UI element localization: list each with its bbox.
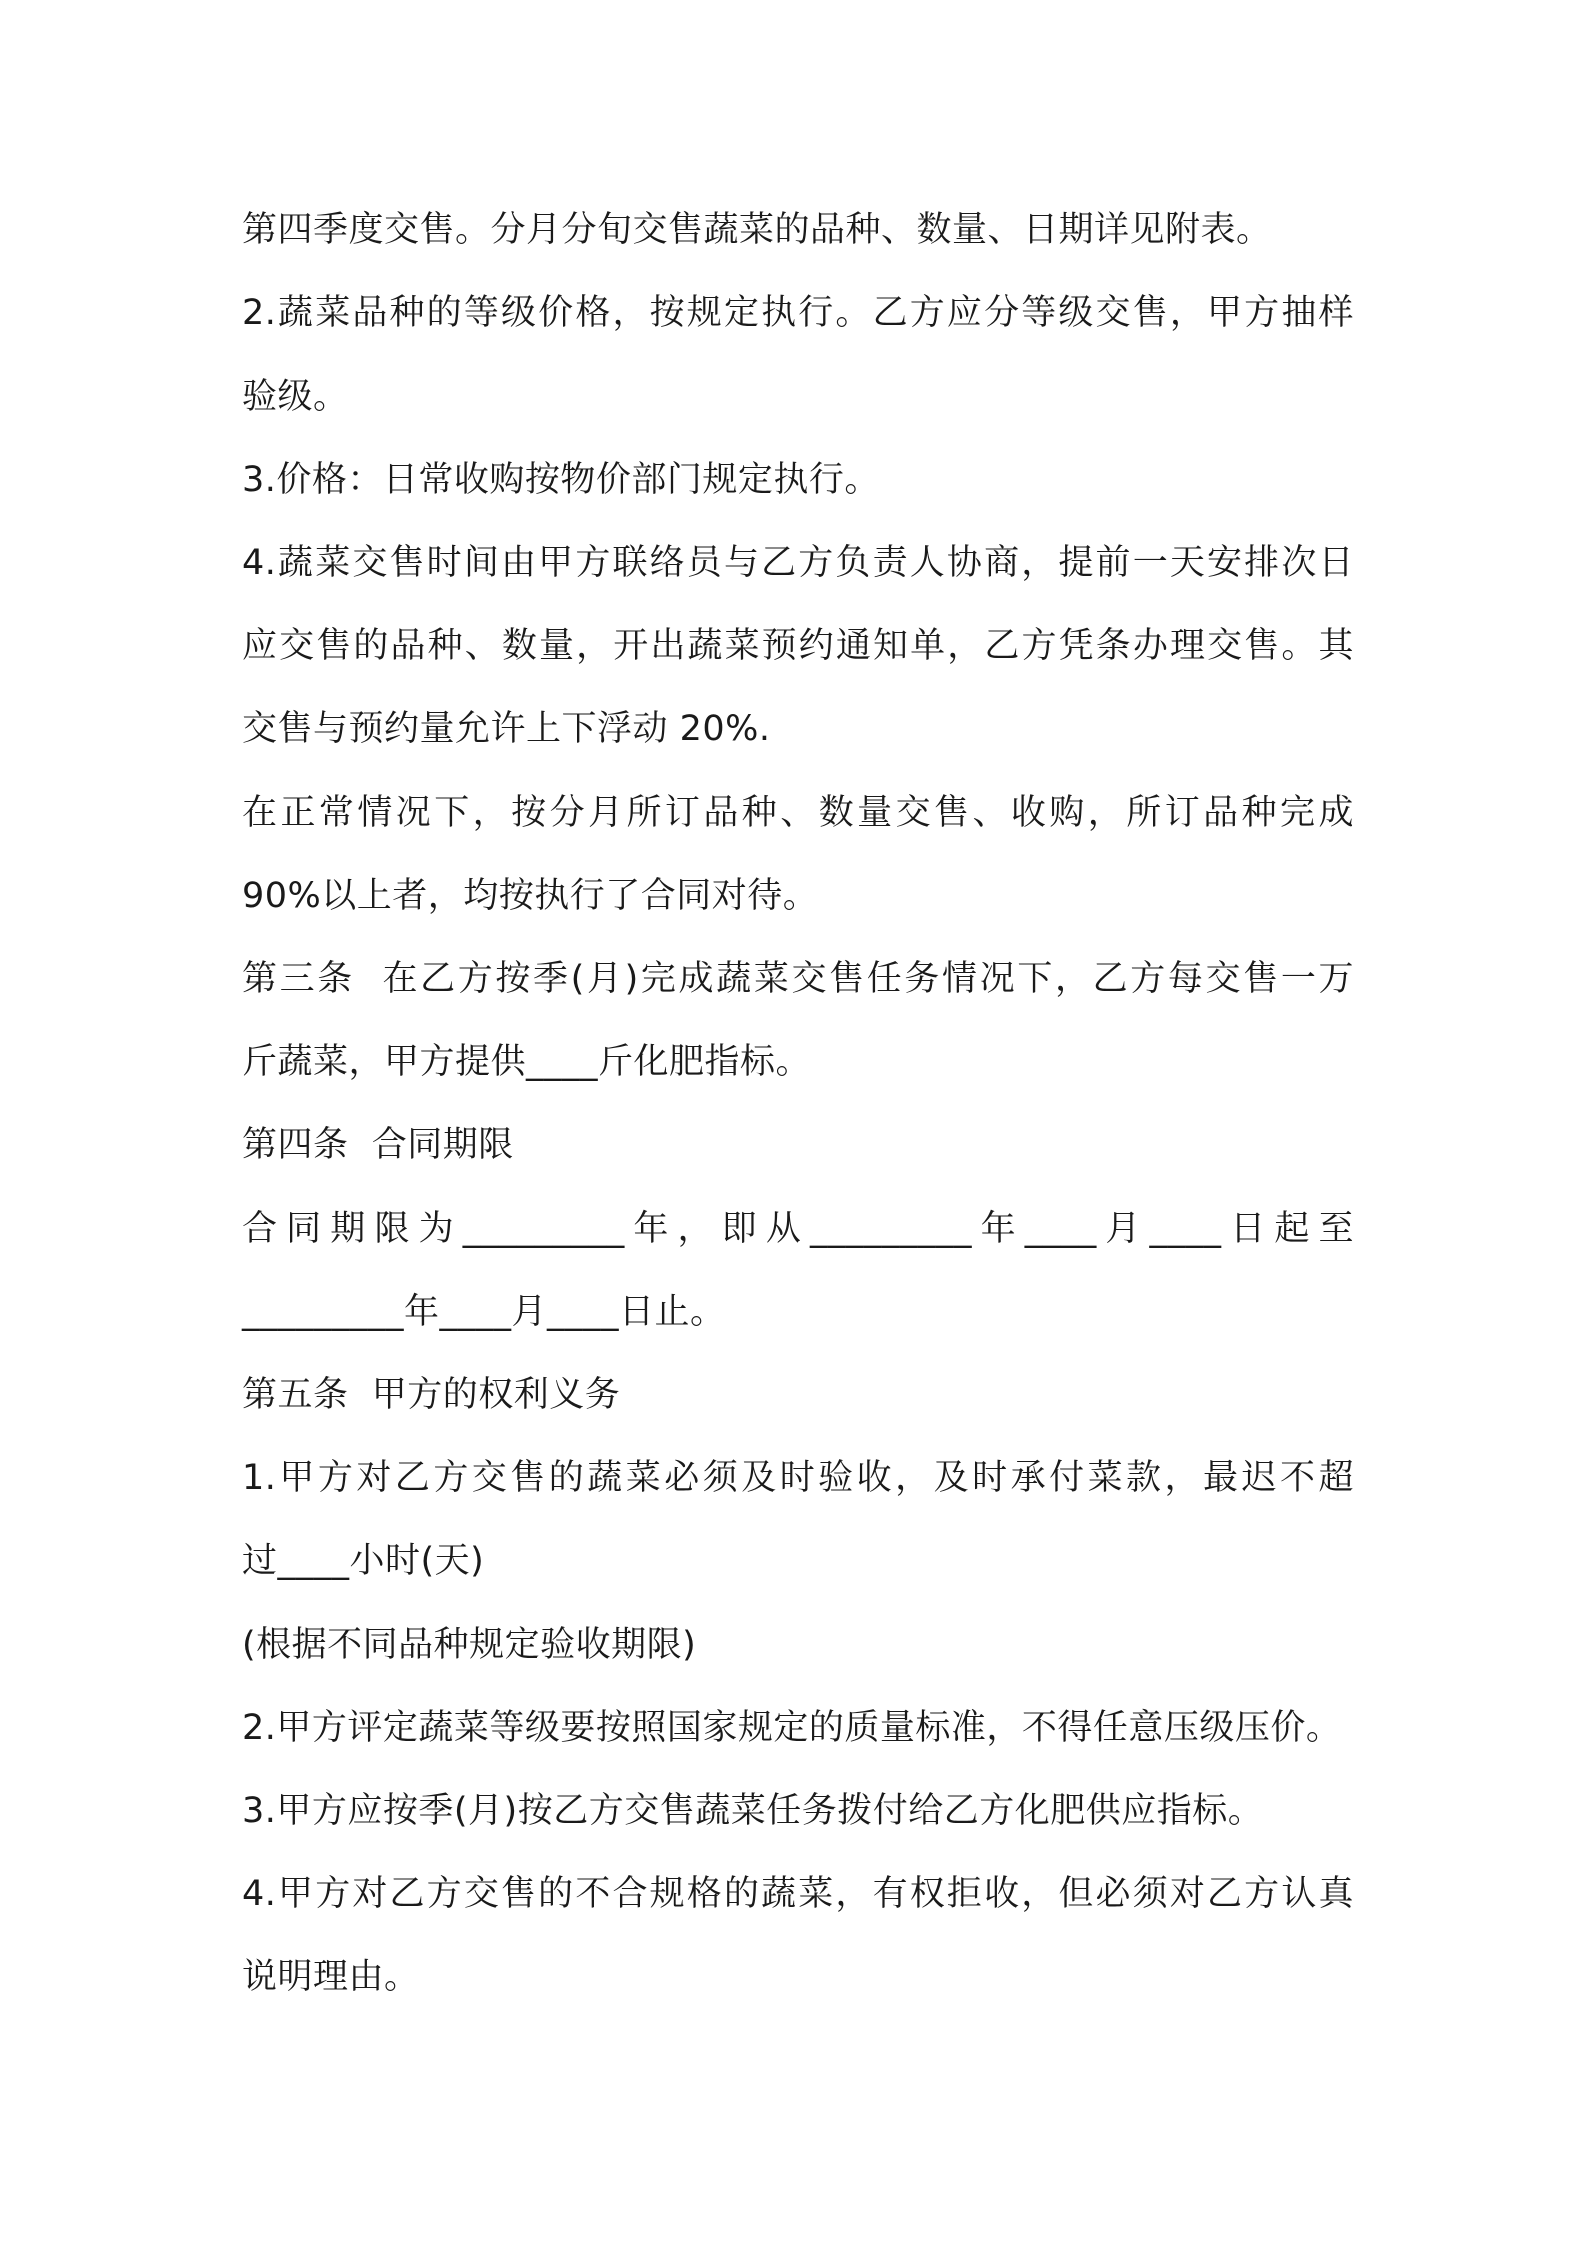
- text-line-6: 应交售的品种、数量，开出蔬菜预约通知单，乙方凭条办理交售。其: [242, 626, 1354, 666]
- text-line-3: 验级。: [242, 377, 349, 417]
- text-line-13: 合同期限为_________年，即从_________年____月____日起至: [242, 1209, 1354, 1249]
- text-line-15: 第五条 甲方的权利义务: [242, 1375, 621, 1415]
- text-line-12: 第四条 合同期限: [242, 1125, 514, 1165]
- text-line-19: 2.甲方评定蔬菜等级要按照国家规定的质量标准，不得任意压级压价。: [242, 1708, 1342, 1748]
- text-line-11: 斤蔬菜，甲方提供____斤化肥指标。: [242, 1042, 812, 1082]
- text-line-2: 2.蔬菜品种的等级价格，按规定执行。乙方应分等级交售，甲方抽样: [242, 293, 1354, 333]
- text-line-18: (根据不同品种规定验收期限): [242, 1625, 697, 1665]
- text-line-1: 第四季度交售。分月分旬交售蔬菜的品种、数量、日期详见附表。: [242, 210, 1272, 250]
- text-line-9: 90%以上者，均按执行了合同对待。: [242, 876, 819, 916]
- text-line-16: 1.甲方对乙方交售的蔬菜必须及时验收，及时承付菜款，最迟不超: [242, 1458, 1354, 1498]
- text-line-7: 交售与预约量允许上下浮动 20%.: [242, 709, 771, 749]
- text-line-22: 说明理由。: [242, 1957, 420, 1997]
- text-line-5: 4.蔬菜交售时间由甲方联络员与乙方负责人协商，提前一天安排次日: [242, 543, 1354, 583]
- text-line-14: _________年____月____日止。: [242, 1292, 726, 1332]
- text-line-21: 4.甲方对乙方交售的不合规格的蔬菜，有权拒收，但必须对乙方认真: [242, 1874, 1354, 1914]
- text-line-17: 过____小时(天): [242, 1541, 485, 1581]
- text-line-20: 3.甲方应按季(月)按乙方交售蔬菜任务拨付给乙方化肥供应指标。: [242, 1791, 1264, 1831]
- text-line-10: 第三条 在乙方按季(月)完成蔬菜交售任务情况下，乙方每交售一万: [242, 959, 1354, 999]
- text-line-8: 在正常情况下，按分月所订品种、数量交售、收购，所订品种完成: [242, 793, 1354, 833]
- text-line-4: 3.价格：日常收购按物价部门规定执行。: [242, 460, 880, 500]
